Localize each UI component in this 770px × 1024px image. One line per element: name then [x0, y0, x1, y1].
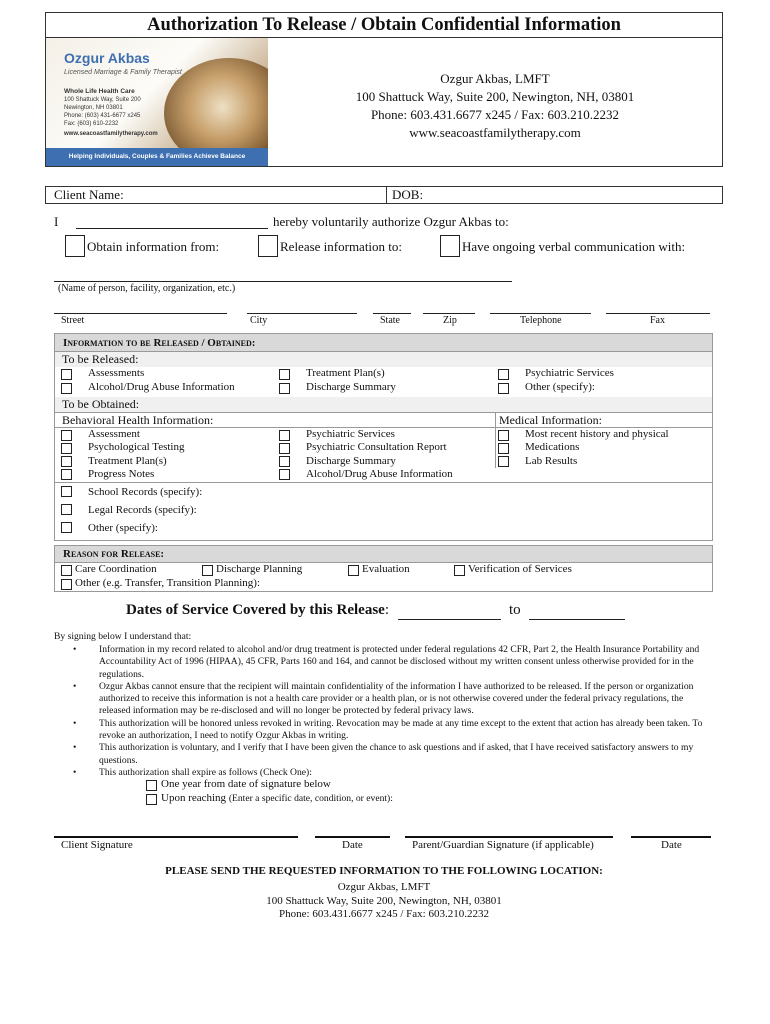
recipient-name-field[interactable]: [54, 281, 512, 282]
dates-to-label: to: [509, 602, 521, 618]
zip-field[interactable]: [423, 313, 475, 314]
obtained-progress-checkbox[interactable]: [61, 469, 72, 480]
released-other-label: Other (specify):: [525, 381, 595, 393]
obtained-medications-label: Medications: [525, 441, 580, 453]
obtained-psych-testing-label: Psychological Testing: [88, 441, 185, 453]
evaluation-label: Evaluation: [362, 563, 410, 575]
verbal-checkbox[interactable]: [440, 235, 460, 257]
obtained-assessment-checkbox[interactable]: [61, 430, 72, 441]
header-line-name: Ozgur Akbas, LMFT: [440, 71, 550, 86]
fax-field[interactable]: [606, 313, 710, 314]
obtained-history-label: Most recent history and physical: [525, 428, 669, 440]
date-from-field[interactable]: [398, 619, 501, 620]
date2-field[interactable]: [631, 836, 711, 838]
footer-address: [45, 881, 723, 922]
footer-line-phone: Phone: 603.431.6677 x245 / Fax: 603.210.2232: [279, 908, 489, 920]
obtained-treatment-label: Treatment Plan(s): [88, 455, 167, 467]
client-signature-field[interactable]: [54, 836, 298, 838]
release-label: Release information to:: [280, 239, 403, 254]
reason-section-header: [54, 545, 713, 563]
school-records-checkbox[interactable]: [61, 486, 72, 497]
client-name-label: Client Name:: [54, 187, 124, 202]
client-dob-divider: [386, 186, 387, 204]
reason-other-label: Other (e.g. Transfer, Transition Planning):: [75, 577, 261, 589]
footer-line-name: Ozgur Akbas, LMFT: [337, 881, 431, 893]
city-label: City: [250, 315, 268, 326]
dates-label: [126, 602, 389, 619]
to-be-released-bar: [55, 352, 712, 367]
authorize-prefix: I: [54, 214, 59, 229]
legal-records-label: Legal Records (specify):: [88, 504, 197, 516]
discharge-planning-checkbox[interactable]: [202, 565, 213, 576]
obtained-discharge-label: Discharge Summary: [306, 455, 396, 467]
reason-section-header-text: Reason for Release:: [63, 548, 165, 560]
header-line-web: www.seacoastfamilytherapy.com: [409, 125, 581, 140]
obtained-psych-testing-checkbox[interactable]: [61, 443, 72, 454]
released-treatment-checkbox[interactable]: [279, 369, 290, 380]
date1-label: Date: [342, 839, 363, 851]
client-signature-label: Client Signature: [61, 839, 133, 851]
obtained-alcohol-checkbox[interactable]: [279, 469, 290, 480]
date1-field[interactable]: [315, 836, 390, 838]
medical-column-divider: [495, 412, 496, 468]
logo-fax: Fax: (603) 610-2232: [64, 121, 119, 127]
client-name-field[interactable]: [130, 187, 380, 203]
released-treatment-label: Treatment Plan(s): [306, 367, 385, 379]
dob-label: DOB:: [392, 187, 424, 202]
recipient-name-hint: (Name of person, facility, organization, etc.): [58, 283, 236, 294]
release-checkbox[interactable]: [258, 235, 278, 257]
expire-one-year-label: One year from date of signature below: [161, 778, 331, 790]
legal-records-checkbox[interactable]: [61, 504, 72, 515]
logo-org: Whole Life Health Care: [64, 88, 135, 95]
discharge-planning-label: Discharge Planning: [216, 563, 303, 575]
obtained-history-checkbox[interactable]: [498, 430, 509, 441]
obtained-consult-checkbox[interactable]: [279, 443, 290, 454]
expire-upon-label: [161, 792, 393, 804]
dob-field[interactable]: [432, 187, 717, 203]
released-discharge-label: Discharge Summary: [306, 381, 396, 393]
other-records-label: Other (specify):: [88, 522, 158, 534]
info-section-header: [54, 333, 713, 352]
authorize-text: hereby voluntarily authorize Ozgur Akbas to:: [273, 214, 509, 229]
terms-bullet-5: • This authorization shall expire as follows (Check One):: [54, 767, 714, 779]
verification-label: Verification of Services: [468, 563, 572, 575]
state-label: State: [380, 315, 400, 326]
fax-label: Fax: [650, 315, 665, 326]
city-field[interactable]: [247, 313, 357, 314]
to-be-obtained-label: To be Obtained:: [62, 397, 140, 411]
expire-one-year-checkbox[interactable]: [146, 780, 157, 791]
released-assessments-checkbox[interactable]: [61, 369, 72, 380]
logo-addr1: 100 Shattuck Way, Suite 200: [64, 97, 141, 103]
obtained-psychiatric-checkbox[interactable]: [279, 430, 290, 441]
date2-label: Date: [661, 839, 682, 851]
state-field[interactable]: [373, 313, 411, 314]
obtained-consult-label: Psychiatric Consultation Report: [306, 441, 447, 453]
logo-phone: Phone: (603) 431-6677 x245: [64, 113, 141, 119]
header-line-phone: Phone: 603.431.6677 x245 / Fax: 603.210.2232: [370, 107, 620, 122]
obtained-lab-checkbox[interactable]: [498, 456, 509, 467]
verification-checkbox[interactable]: [454, 565, 465, 576]
obtained-lab-label: Lab Results: [525, 455, 578, 467]
telephone-field[interactable]: [490, 313, 591, 314]
street-field[interactable]: [54, 313, 227, 314]
obtain-label: Obtain information from:: [87, 239, 220, 254]
terms-bullet-1: • Information in my record related to alcohol and/or drug treatment is protected under federal regulations 42 CFR, Part 2, the Health Insurance Portability and Accountability Act of 1996 (HIPAA), 45 CFR, Parts 160 and 164, and cannot be disclosed without my written consent unless otherwise provided for in the regulations.: [54, 644, 714, 681]
obtained-psychiatric-label: Psychiatric Services: [306, 428, 395, 440]
parent-signature-field[interactable]: [405, 836, 613, 838]
expire-upon-hint: (Enter a specific date, condition, or event):: [228, 793, 393, 804]
date-to-field[interactable]: [529, 619, 625, 620]
logo-subtitle: Licensed Marriage & Family Therapist: [64, 69, 182, 76]
street-label: Street: [61, 315, 85, 326]
parent-signature-label: Parent/Guardian Signature (if applicable): [412, 839, 594, 851]
other-records-checkbox[interactable]: [61, 522, 72, 533]
evaluation-checkbox[interactable]: [348, 565, 359, 576]
obtained-medications-checkbox[interactable]: [498, 443, 509, 454]
terms-bullet-4: • This authorization is voluntary, and I verify that I have been given the chance to ask questions and if asked, that I have received satisfactory answers to my questions.: [54, 742, 714, 767]
school-records-label: School Records (specify):: [88, 486, 203, 498]
footer-instruction: PLEASE SEND THE REQUESTED INFORMATION TO THE FOLLOWING LOCATION:: [165, 865, 603, 877]
released-other-checkbox[interactable]: [498, 383, 509, 394]
records-divider: [55, 482, 712, 483]
header-line-address: 100 Shattuck Way, Suite 200, Newington, NH, 03801: [355, 89, 635, 104]
obtained-alcohol-label: Alcohol/Drug Abuse Information: [306, 468, 453, 480]
logo-tagline: Helping Individuals, Couples & Families Achieve Balance: [46, 148, 268, 166]
logo-name: Ozgur Akbas: [64, 50, 150, 66]
dates-label-text: Dates of Service Covered by this Release: [126, 602, 385, 618]
obtained-discharge-checkbox[interactable]: [279, 456, 290, 467]
expire-upon-checkbox[interactable]: [146, 794, 157, 805]
care-coordination-label: Care Coordination: [75, 563, 157, 575]
obtain-checkbox[interactable]: [65, 235, 85, 257]
released-discharge-checkbox[interactable]: [279, 383, 290, 394]
released-assessments-label: Assessments: [88, 367, 145, 379]
expire-upon-text: Upon reaching: [161, 792, 227, 804]
released-psychiatric-label: Psychiatric Services: [525, 367, 614, 379]
verbal-label: Have ongoing verbal communication with:: [462, 239, 686, 254]
reason-other-checkbox[interactable]: [61, 579, 72, 590]
footer-line-address: 100 Shattuck Way, Suite 200, Newington, NH, 03801: [266, 894, 502, 907]
to-be-obtained-bar: [55, 397, 712, 412]
zip-label: Zip: [443, 315, 457, 326]
released-alcohol-label: Alcohol/Drug Abuse Information: [88, 381, 235, 393]
terms-intro: By signing below I understand that:: [54, 631, 192, 642]
terms-list: [54, 644, 714, 779]
care-coordination-checkbox[interactable]: [61, 565, 72, 576]
released-alcohol-checkbox[interactable]: [61, 383, 72, 394]
info-section-header-text: Information to be Released / Obtained:: [63, 337, 256, 349]
page-title: Authorization To Release / Obtain Confidential Information: [147, 15, 621, 35]
terms-bullet-2: • Ozgur Akbas cannot ensure that the recipient will maintain confidentiality of the information I have authorized to be released. If the person or organization authorized to receive this information is not a health care provider or a health plan, or is not otherwise covered under the federal privacy regulations, the released information may be re-disclosed and will no longer be protected by federal privacy laws.: [54, 681, 714, 718]
behavioral-label: Behavioral Health Information:: [62, 413, 214, 427]
to-be-released-label: To be Released:: [62, 352, 139, 366]
obtained-progress-label: Progress Notes: [88, 468, 155, 480]
terms-bullet-3: • This authorization will be honored unless revoked in writing. Revocation may be made at any time except to the extent that action has already been taken. To revoke an authorization, I need to notify Ozgur Akbas in writing.: [54, 718, 714, 743]
telephone-label: Telephone: [520, 315, 562, 326]
released-psychiatric-checkbox[interactable]: [498, 369, 509, 380]
obtained-assessment-label: Assessment: [88, 428, 140, 440]
logo-web: www.seacoastfamilytherapy.com: [64, 131, 158, 137]
obtained-treatment-checkbox[interactable]: [61, 456, 72, 467]
logo-addr2: Newington, NH 03801: [64, 105, 123, 111]
logo: [46, 38, 268, 166]
header-address: [268, 70, 722, 142]
authorize-name-field[interactable]: [76, 228, 268, 229]
medical-label: Medical Information:: [499, 413, 602, 427]
dates-label-colon: :: [384, 602, 390, 618]
